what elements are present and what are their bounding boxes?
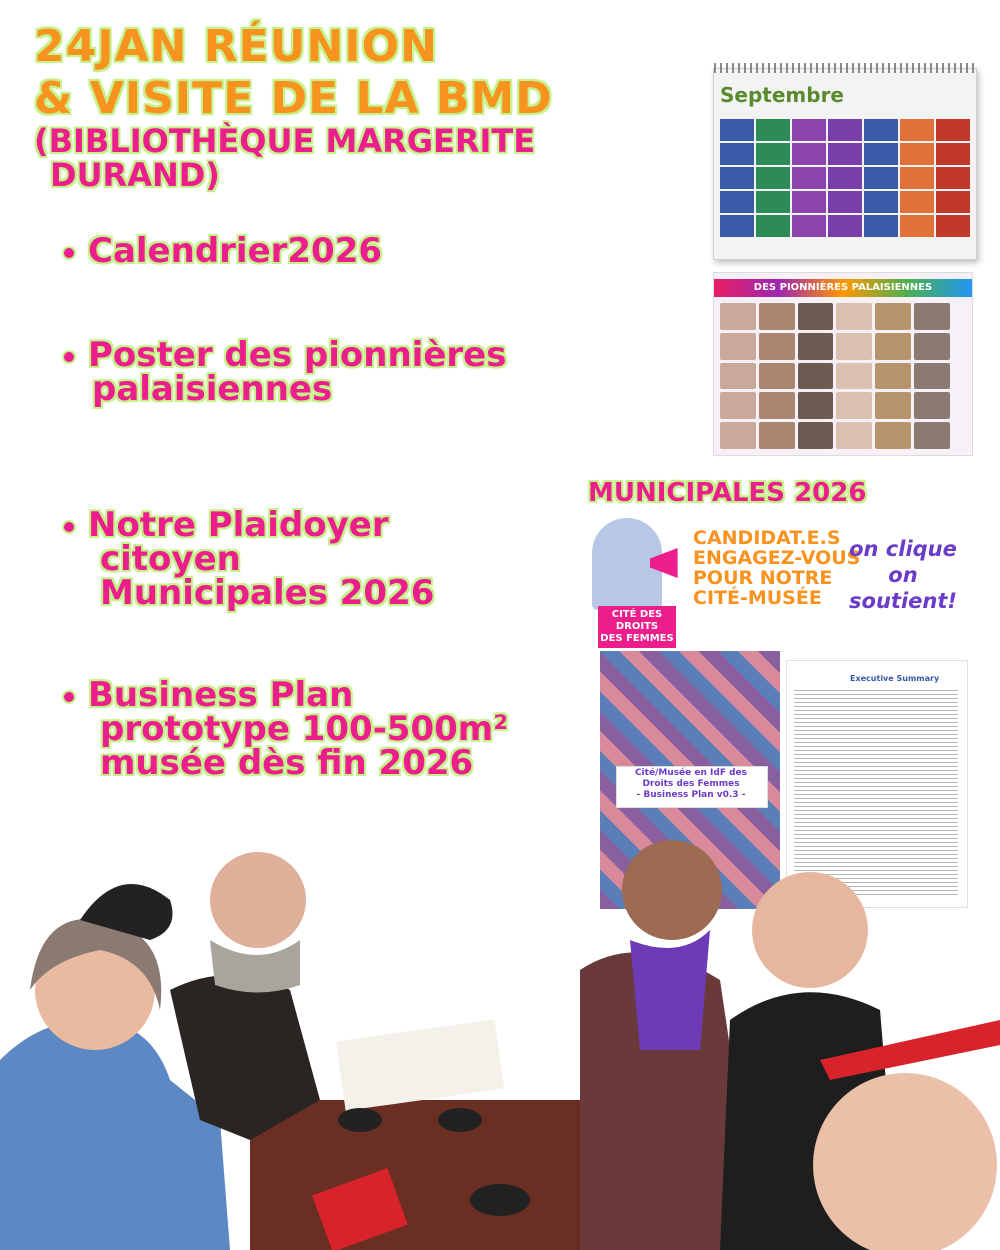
person-right-bottom-head [813, 1073, 997, 1250]
calendar-day-cell [828, 119, 862, 141]
cite-logo [598, 606, 676, 648]
calendar-day-cell [864, 143, 898, 165]
callout-line-4: CITÉ-MUSÉE [693, 587, 822, 609]
photo-cup [338, 1108, 382, 1132]
poster-portrait [875, 363, 911, 390]
poster-portrait [836, 363, 872, 390]
poster-portrait [914, 422, 950, 449]
clique-link[interactable] [838, 536, 968, 614]
poster-portrait [836, 333, 872, 360]
poster-portrait [759, 422, 795, 449]
cite-logo-line-2: DES FEMMES [600, 633, 674, 644]
title-line-4: DURAND) [50, 156, 220, 194]
calendar-day-cell [864, 191, 898, 213]
calendar-day-cell [936, 143, 970, 165]
bullet-dot-icon [64, 522, 74, 532]
calendar-day-cell [756, 143, 790, 165]
clique-line-2: on soutient! [849, 563, 957, 613]
bullet-poster-text-2: palaisiennes [92, 369, 333, 409]
calendar-day-cell [756, 215, 790, 237]
bullet-bp-text-3: musée dès fin 2026 [100, 743, 474, 783]
calendar-day-cell [828, 191, 862, 213]
bullet-plaidoyer-text-2: citoyen [100, 539, 241, 579]
calendar-day-cell [864, 167, 898, 189]
bullet-plaidoyer-text-1: Notre Plaidoyer [88, 505, 389, 545]
poster-portrait [914, 363, 950, 390]
poster-portrait [720, 363, 756, 390]
calendar-day-cell [900, 191, 934, 213]
calendar-day-cell [792, 215, 826, 237]
poster-portrait [798, 363, 834, 390]
calendar-month: Septembre [720, 83, 844, 107]
calendar-day-cell [828, 215, 862, 237]
photo-cup [470, 1184, 530, 1216]
title-line-3: (BIBLIOTHÈQUE MARGERITE [34, 122, 536, 160]
callout-line-1: CANDIDAT.E.S [693, 527, 841, 549]
calendar-day-cell [720, 119, 754, 141]
poster-portrait [914, 303, 950, 330]
bullet-dot-icon [64, 248, 74, 258]
calendar-day-cell [864, 215, 898, 237]
person-top-head [210, 852, 306, 948]
poster-portrait [914, 333, 950, 360]
bullet-bp-text-1: Business Plan [88, 675, 354, 715]
photo-table [250, 1100, 590, 1250]
calendar-day-cell [756, 191, 790, 213]
poster-grid [720, 303, 950, 449]
municipales-title: MUNICIPALES 2026 [588, 478, 867, 508]
calendar-day-cell [900, 143, 934, 165]
callout-line-2: ENGAGEZ-VOUS [693, 547, 861, 569]
calendar-day-cell [792, 119, 826, 141]
bullet-calendar [64, 231, 383, 271]
person-right-top-head [752, 872, 868, 988]
poster-portrait [798, 303, 834, 330]
calendar-day-cell [792, 143, 826, 165]
calendar-day-cell [720, 167, 754, 189]
poster-portrait [720, 303, 756, 330]
bullet-poster-text-1: Poster des pionnières [88, 335, 507, 375]
poster-portrait [798, 422, 834, 449]
poster-portrait [875, 392, 911, 419]
calendar-day-cell [828, 143, 862, 165]
calendar-day-cell [720, 215, 754, 237]
poster-portrait [875, 422, 911, 449]
bullet-dot-icon [64, 692, 74, 702]
poster-portrait [759, 333, 795, 360]
calendar-day-cell [792, 167, 826, 189]
calendar-day-cell [792, 191, 826, 213]
poster-portrait [759, 363, 795, 390]
poster-banner: DES PIONNIÈRES PALAISIENNES [714, 279, 972, 297]
calendar-rings [714, 63, 976, 73]
bullet-calendar-text: Calendrier2026 [88, 231, 383, 271]
poster-portrait [720, 392, 756, 419]
calendar-day-cell [936, 119, 970, 141]
photo-cup [438, 1108, 482, 1132]
municipales-callout [693, 528, 860, 608]
calendar-day-cell [720, 191, 754, 213]
bullet-bp-text-2: prototype 100-500m² [100, 709, 509, 749]
calendar-day-cell [720, 143, 754, 165]
group-photo [0, 820, 1000, 1250]
callout-line-3: POUR NOTRE [693, 567, 833, 589]
calendar-day-cell [936, 167, 970, 189]
poster-portrait [875, 333, 911, 360]
photo-menu [336, 1019, 504, 1111]
calendar-day-cell [900, 215, 934, 237]
bp-cover-title-2: - Business Plan v0.3 - [636, 790, 746, 800]
calendar-day-cell [756, 119, 790, 141]
poster-portrait [798, 333, 834, 360]
bullet-plaidoyer [64, 505, 389, 545]
bullet-plaidoyer-text-3: Municipales 2026 [100, 573, 435, 613]
title-line-1: 24JAN RÉUNION [34, 21, 438, 72]
title-line-2: & VISITE DE LA BMD [34, 73, 553, 124]
calendar-day-cell [864, 119, 898, 141]
calendar-day-cell [936, 191, 970, 213]
calendar-day-cell [756, 167, 790, 189]
calendar-grid [720, 119, 970, 237]
cite-logo-line-1: CITÉ DES DROITS [611, 609, 663, 632]
calendar-day-cell [936, 215, 970, 237]
poster-portrait [759, 392, 795, 419]
business-plan-cover-title [620, 768, 762, 801]
poster-portrait [836, 392, 872, 419]
poster-portrait [914, 392, 950, 419]
person-purple-head [622, 840, 722, 940]
person-purple-scarf [630, 930, 710, 1050]
poster-portrait [720, 422, 756, 449]
bullet-poster [64, 335, 507, 375]
calendar-day-cell [900, 167, 934, 189]
bullet-dot-icon [64, 352, 74, 362]
poster-portrait [720, 333, 756, 360]
poster-portrait [875, 303, 911, 330]
calendar-day-cell [828, 167, 862, 189]
bullet-business-plan [64, 675, 354, 715]
business-plan-heading: Executive Summary [850, 674, 940, 683]
poster-image [713, 272, 973, 456]
clique-line-1: on clique [849, 537, 957, 561]
calendar-image [713, 68, 977, 260]
bp-cover-title-1: Cité/Musée en IdF des Droits des Femmes [634, 768, 748, 789]
poster-portrait [836, 303, 872, 330]
poster-portrait [798, 392, 834, 419]
poster-portrait [836, 422, 872, 449]
calendar-day-cell [900, 119, 934, 141]
poster-portrait [759, 303, 795, 330]
